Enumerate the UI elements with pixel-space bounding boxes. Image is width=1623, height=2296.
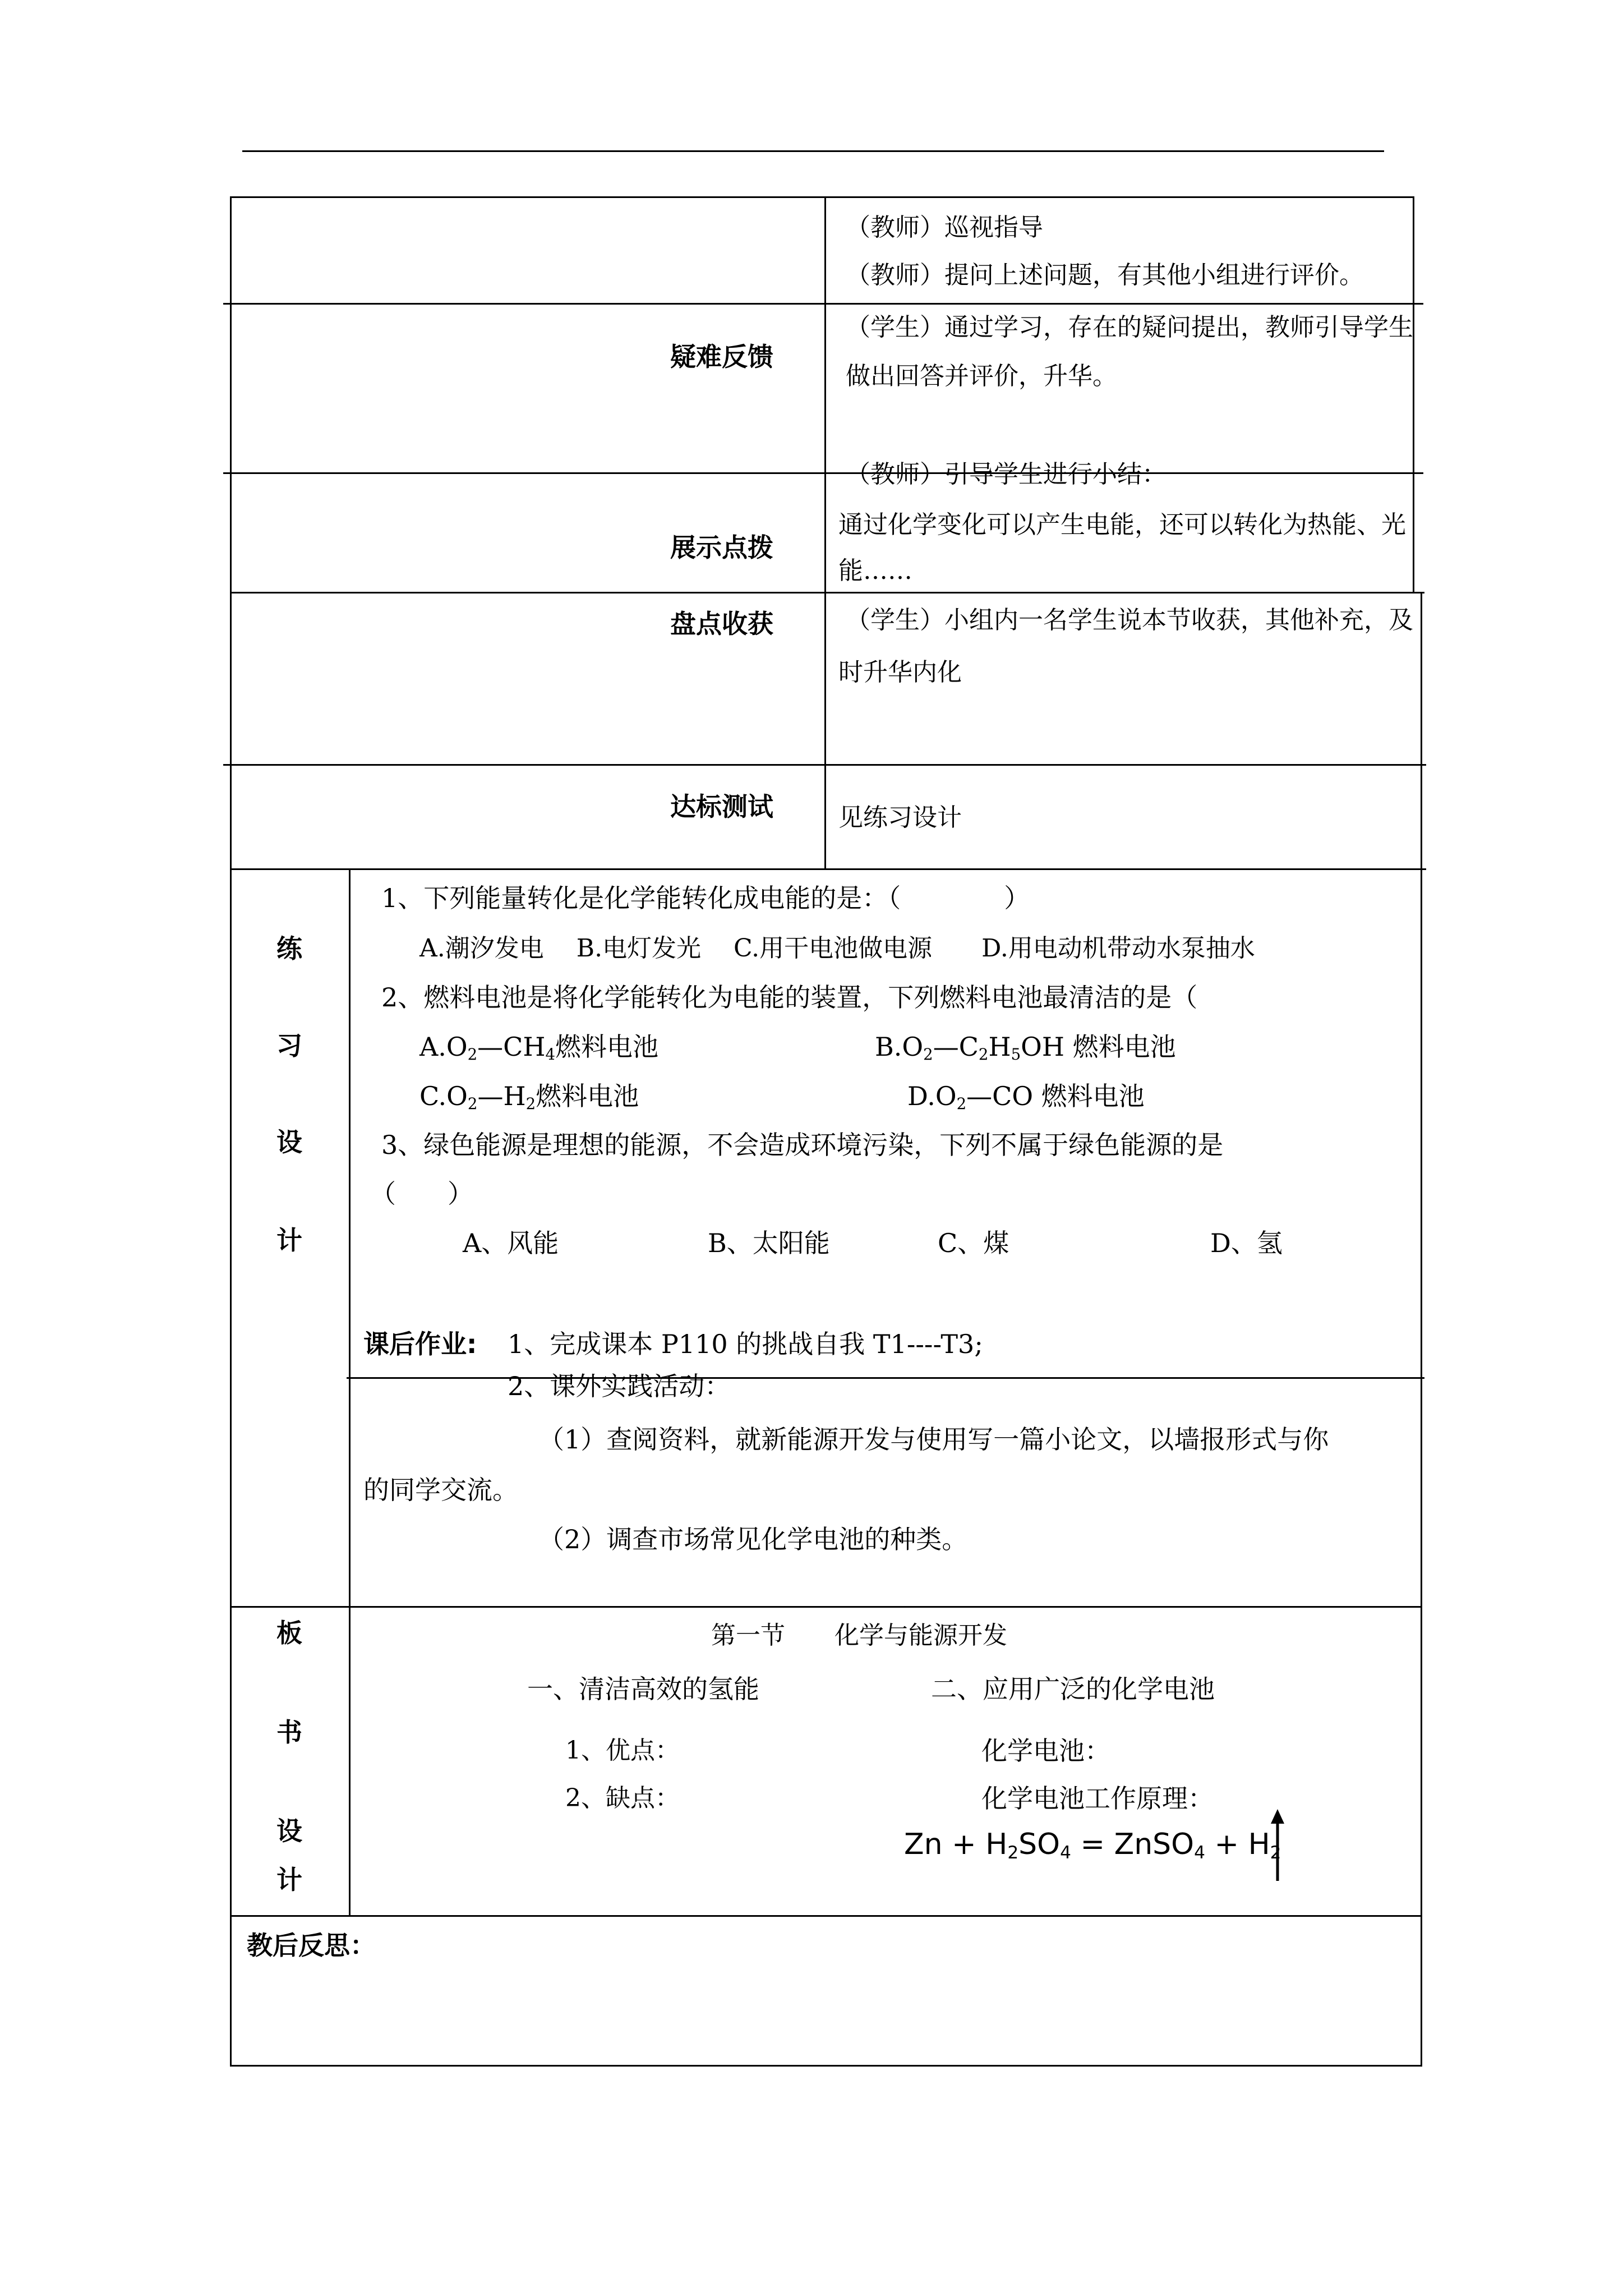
board-section-2: 二、应用广泛的化学电池	[931, 1674, 1215, 1704]
harvest-label: 盘点收获	[670, 609, 773, 639]
gas-arrow-icon	[1266, 1809, 1289, 1882]
board-side-char: 计	[276, 1865, 302, 1895]
row-divider	[230, 868, 1426, 870]
homework-label: 课后作业:	[363, 1329, 477, 1359]
question-1: 1、下列能量转化是化学能转化成电能的是：（ ）	[381, 883, 1030, 913]
board-side-divider	[349, 1606, 351, 1916]
header-rule	[242, 150, 1384, 152]
board-title: 第一节 化学与能源开发	[711, 1621, 1007, 1650]
practice-side-char: 计	[276, 1225, 302, 1255]
question-2-option-d: $D.O_2—CO$ 燃料电池	[907, 1081, 1145, 1113]
board-side-char: 设	[276, 1816, 302, 1846]
practice-border-right	[1421, 868, 1422, 1607]
harvest-text-1: （学生）小组内一名学生说本节收获，其他补充，及	[846, 606, 1413, 634]
table-border-top	[230, 196, 1414, 198]
practice-side-char: 练	[276, 933, 302, 964]
question-2: 2、燃料电池是将化学能转化为电能的装置，下列燃料电池最清洁的是（	[381, 982, 1198, 1013]
row-divider	[230, 592, 1424, 593]
question-3-option-a: A、风能	[463, 1228, 559, 1258]
homework-item-2: 2、课外实践活动：	[508, 1371, 731, 1401]
display-text-2: 通过化学变化可以产生电能，还可以转化为热能、光	[838, 510, 1406, 539]
board-side-char: 板	[276, 1618, 302, 1648]
question-2-option-b: $B.O_2—C_2H_5OH$ 燃料电池	[875, 1032, 1176, 1064]
question-3-option-b: B、太阳能	[708, 1228, 830, 1258]
board-section-1: 一、清洁高效的氢能	[527, 1674, 759, 1704]
row-divider	[223, 303, 1423, 305]
question-2-option-a: $A.O_2—CH_4$燃料电池	[419, 1032, 658, 1064]
question-3-option-c: C、煤	[938, 1228, 1009, 1258]
practice-side-char: 设	[276, 1127, 302, 1157]
board-disadvantages: 2、缺点：	[565, 1784, 680, 1812]
reflection-label: 教后反思：	[247, 1930, 376, 1961]
board-principle: 化学电池工作原理：	[981, 1783, 1214, 1814]
question-3-paren: （ ）	[370, 1179, 473, 1209]
table-border-left	[230, 196, 232, 870]
row-divider	[230, 1606, 1422, 1608]
board-border-right	[1421, 1606, 1422, 2066]
table-border-right	[1421, 592, 1422, 870]
harvest-text-2: 时升华内化	[838, 658, 962, 687]
homework-item-2-2: （2）调查市场常见化学电池的种类。	[538, 1524, 968, 1554]
table-border-right	[1413, 196, 1414, 592]
practice-border-left	[230, 868, 232, 1607]
homework-item-1: 1、完成课本 P110 的挑战自我 T1----T3;	[508, 1329, 983, 1359]
question-2-option-c: $C.O_2—H_2$燃料电池	[419, 1081, 639, 1113]
row-divider	[230, 1915, 1422, 1917]
display-text-3: 能……	[838, 556, 912, 585]
display-label: 展示点拨	[670, 532, 773, 563]
board-side-char: 书	[276, 1717, 302, 1747]
teacher-note-1: （教师）巡视指导	[846, 213, 1043, 242]
feedback-text-2: 做出回答并评价，升华。	[846, 362, 1117, 390]
feedback-label: 疑难反馈	[670, 342, 773, 372]
teacher-note-2: （教师）提问上述问题，有其他小组进行评价。	[846, 261, 1364, 289]
question-3-option-d: D、氢	[1210, 1228, 1283, 1258]
display-text-1: （教师）引导学生进行小结：	[846, 460, 1166, 489]
column-divider	[824, 196, 826, 870]
practice-side-divider	[349, 868, 351, 1607]
question-3: 3、绿色能源是理想的能源，不会造成环境污染，下列不属于绿色能源的是	[381, 1130, 1224, 1160]
test-label: 达标测试	[670, 792, 773, 822]
row-divider	[223, 472, 1423, 474]
test-content: 见练习设计	[838, 803, 962, 832]
board-equation: $Zn + H_2SO_4$ = ZnSO$_4$ + $H_2$	[904, 1828, 1281, 1863]
homework-item-2-1b: 的同学交流。	[363, 1475, 518, 1505]
practice-side-char: 习	[276, 1030, 302, 1061]
feedback-text-1: （学生）通过学习，存在的疑问提出，教师引导学生	[846, 313, 1413, 342]
board-battery: 化学电池：	[981, 1736, 1110, 1766]
homework-item-2-1a: （1）查阅资料，就新能源开发与使用写一篇小论文，以墙报形式与你	[538, 1424, 1329, 1455]
table-border-bottom	[230, 2065, 1422, 2067]
board-border-left	[230, 1606, 232, 2066]
board-advantages: 1、优点：	[565, 1736, 680, 1765]
question-1-options: A.潮汐发电 B.电灯发光 C.用干电池做电源 D.用电动机带动水泵抽水	[419, 934, 1255, 963]
